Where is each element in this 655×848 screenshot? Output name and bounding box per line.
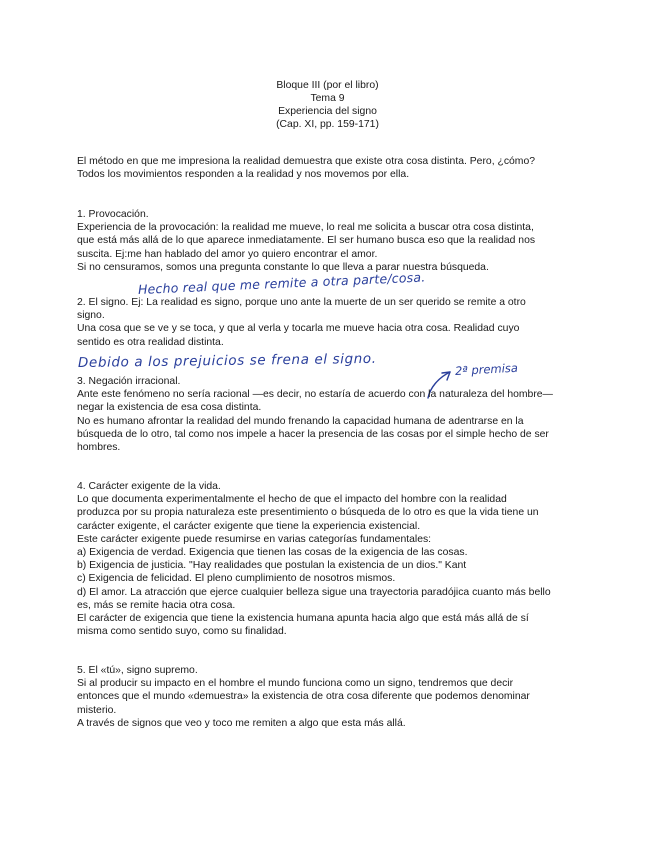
list-item-amor: d) El amor. La atracción que ejerce cualquier belleza sigue una trayectoria paradójica cuanto más bello bbox=[77, 586, 551, 598]
list-item-verdad: a) Exigencia de verdad. Exigencia que tienen las cosas de la exigencia de las cosas. bbox=[77, 547, 468, 559]
section-provocacion bbox=[77, 208, 582, 274]
section-line: suscita. Ej:me han hablado del amor yo quiero encontrar el amor. bbox=[77, 248, 378, 260]
section-line: No es humano afrontar la realidad del mundo frenando la capacidad humana de adentrarse en la bbox=[77, 415, 524, 427]
section-line: El carácter de exigencia que tiene la existencia humana apunta hacia algo que está más allá de sí bbox=[77, 613, 529, 625]
header-topic: Tema 9 bbox=[310, 93, 345, 104]
section-line: signo. bbox=[77, 310, 105, 322]
header-chapter-ref: (Cap. XI, pp. 159-171) bbox=[276, 119, 379, 130]
section-line: misterio. bbox=[77, 704, 117, 716]
section-line: Ante este fenómeno no sería racional —es decir, no estaría de acuerdo con la naturaleza del hombre— bbox=[77, 389, 553, 401]
handwritten-note-prejuicios: Debido a los prejuicios se frena el signo. bbox=[77, 350, 377, 371]
section-title: 4. Carácter exigente de la vida. bbox=[77, 481, 221, 492]
section-title: 1. Provocación. bbox=[77, 209, 149, 220]
section-line: 2. El signo. Ej: La realidad es signo, porque uno ante la muerte de un ser querido se remite a otro bbox=[77, 297, 526, 308]
list-item-felicidad: c) Exigencia de felicidad. El pleno cumplimiento de nosotros mismos. bbox=[77, 573, 396, 585]
section-negacion bbox=[77, 375, 582, 454]
section-signo bbox=[77, 296, 582, 349]
section-line: entonces que el mundo «demuestra» la existencia de otra cosa diferente que podemos denominar bbox=[77, 691, 530, 703]
section-caracter-exigente bbox=[77, 480, 582, 638]
section-line: sentido es otra realidad distinta. bbox=[77, 336, 224, 348]
header-block-title: Bloque III (por el libro) bbox=[276, 80, 379, 91]
section-line: Si no censuramos, somos una pregunta constante lo que lleva a parar nuestra búsqueda. bbox=[77, 261, 489, 273]
section-line: A través de signos que veo y toco me remiten a algo que esta más allá. bbox=[77, 717, 406, 729]
intro-line: El método en que me impresiona la realidad demuestra que existe otra cosa distinta. Pero, ¿cómo? bbox=[77, 156, 536, 167]
section-line: Si al producir su impacto en el hombre el mundo funciona como un signo, tendremos que decir bbox=[77, 678, 514, 690]
section-line: produzca por su propia naturaleza este presentimiento o búsqueda de lo otro es que la vida tiene un bbox=[77, 507, 539, 519]
section-line: búsqueda de lo otro, tal como nos impele a hacer la presencia de las cosas por el simple hecho de ser bbox=[77, 428, 549, 440]
list-item-justicia: b) Exigencia de justicia. "Hay realidades que postulan la existencia de un dios." Kant bbox=[77, 560, 467, 572]
header-subtitle: Experiencia del signo bbox=[278, 106, 377, 117]
intro-paragraph bbox=[77, 155, 582, 181]
section-line: negar la existencia de esa cosa distinta. bbox=[77, 402, 262, 414]
section-line: Lo que documenta experimentalmente el hecho de que el impacto del hombre con la realidad bbox=[77, 494, 507, 506]
section-line: Una cosa que se ve y se toca, y que al verla y tocarla me mueve hacia otra cosa. Realidad cuyo bbox=[77, 323, 520, 335]
section-title: 5. El «tú», signo supremo. bbox=[77, 665, 198, 676]
section-tu-signo-supremo bbox=[77, 664, 582, 730]
section-line: hombres. bbox=[77, 442, 121, 454]
section-line: Este carácter exigente puede resumirse en varias categorías fundamentales: bbox=[77, 533, 432, 545]
section-line: que está más allá de lo que aparece inmediatamente. El ser humano busca eso que la realidad nos bbox=[77, 235, 536, 247]
intro-line: Todos los movimientos responden a la realidad y nos movemos por ella. bbox=[77, 169, 410, 181]
handwritten-note-premisa: 2ª premisa bbox=[454, 360, 519, 378]
section-line: Experiencia de la provocación: la realidad me mueve, lo real me solicita a buscar otra cosa distinta, bbox=[77, 222, 534, 234]
section-title: 3. Negación irracional. bbox=[77, 376, 181, 387]
list-item-amor-cont: es, más se remite hacia otra cosa. bbox=[77, 599, 236, 611]
section-line: carácter exigente, el carácter exigente que tiene la experiencia existencial. bbox=[77, 520, 421, 532]
section-line: misma como sentido suyo, como su finalidad. bbox=[77, 626, 287, 638]
handwritten-note-hecho-real: Hecho real que me remite a otra parte/cosa. bbox=[137, 269, 426, 297]
